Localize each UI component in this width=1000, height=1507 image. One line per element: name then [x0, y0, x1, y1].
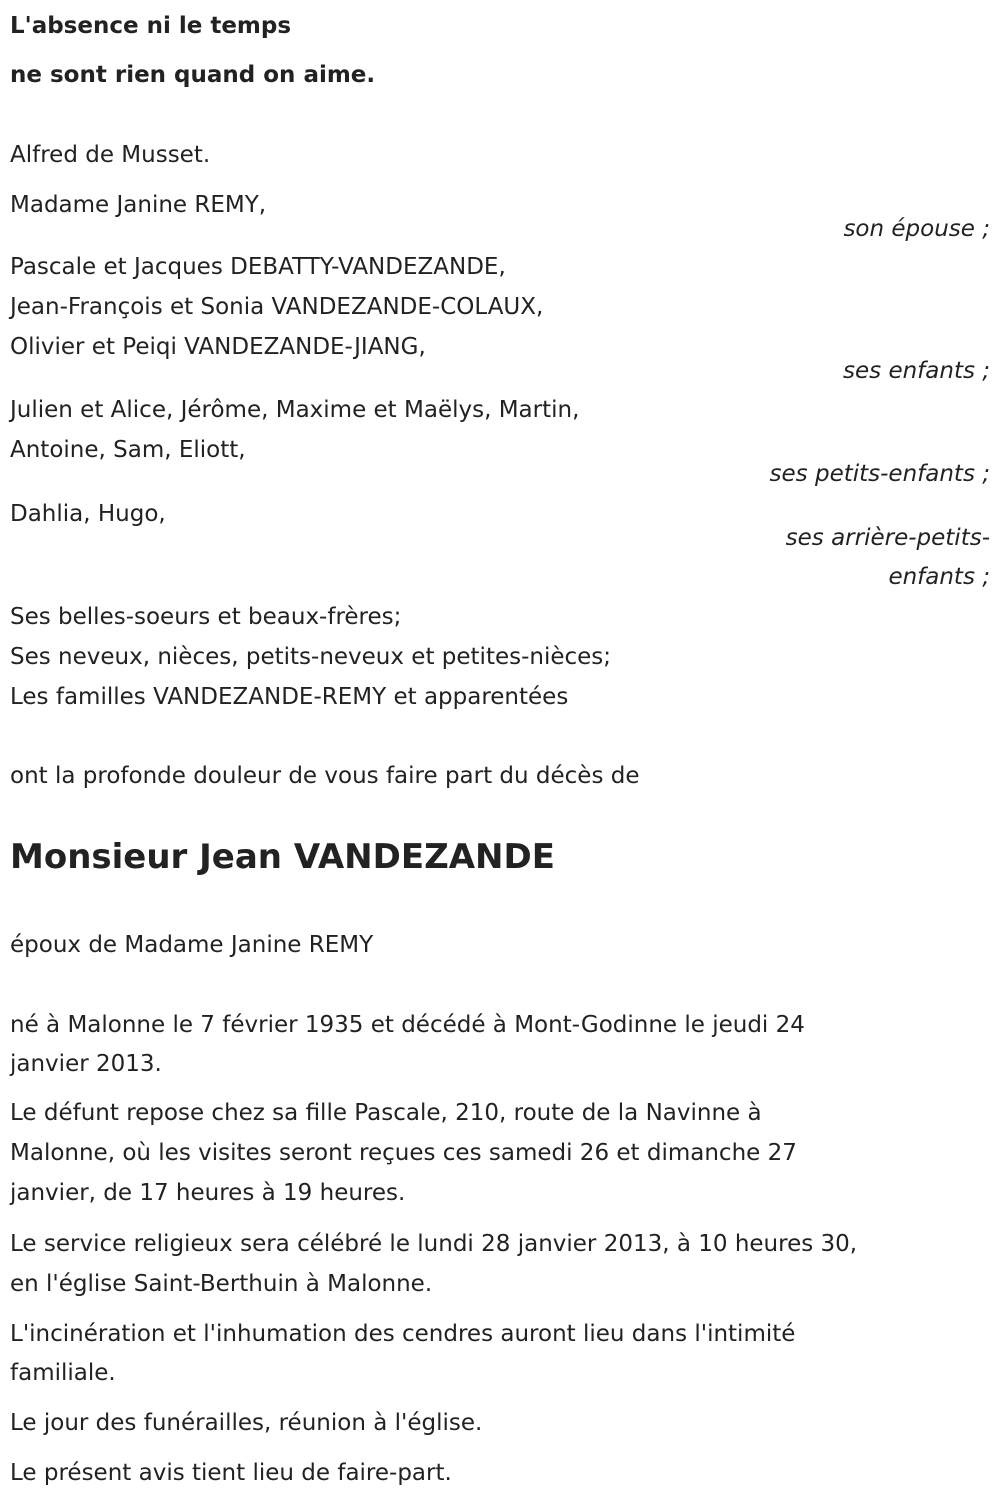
grandchildren-names: Antoine, Sam, Eliott,	[10, 437, 246, 463]
other-relatives: Les familles VANDEZANDE-REMY et apparentées	[10, 684, 569, 710]
visitation: janvier, de 17 heures à 19 heures.	[10, 1180, 406, 1206]
cremation: familiale.	[10, 1360, 116, 1386]
birth-death: janvier 2013.	[10, 1051, 162, 1077]
quote-author: Alfred de Musset.	[10, 142, 211, 168]
service: en l'église Saint-Berthuin à Malonne.	[10, 1271, 433, 1297]
cremation: L'incinération et l'inhumation des cendres auront lieu dans l'intimité	[10, 1321, 796, 1347]
great-grandchildren-role: enfants ;	[888, 564, 990, 590]
service: Le service religieux sera célébré le lundi 28 janvier 2013, à 10 heures 30,	[10, 1231, 858, 1257]
quote-line: ne sont rien quand on aime.	[10, 62, 376, 88]
grandchildren-names: Julien et Alice, Jérôme, Maxime et Maëlys, Martin,	[10, 397, 580, 423]
birth-death: né à Malonne le 7 février 1935 et décédé à Mont-Godinne le jeudi 24	[10, 1012, 805, 1038]
other-relatives: Ses neveux, nièces, petits-neveux et petites-nièces;	[10, 644, 612, 670]
funeral-meeting: Le jour des funérailles, réunion à l'église.	[10, 1410, 483, 1436]
child-name: Jean-François et Sonia VANDEZANDE-COLAUX,	[10, 294, 544, 320]
great-grandchildren-names: Dahlia, Hugo,	[10, 501, 166, 527]
spouse-role: son épouse ;	[843, 216, 990, 242]
visitation: Le défunt repose chez sa fille Pascale, 210, route de la Navinne à	[10, 1100, 762, 1126]
announcement: ont la profonde douleur de vous faire part du décès de	[10, 763, 640, 789]
great-grandchildren-role: ses arrière-petits-	[785, 525, 990, 551]
children-role: ses enfants ;	[843, 358, 990, 384]
notice-statement: Le présent avis tient lieu de faire-part.	[10, 1460, 452, 1486]
deceased-name: Monsieur Jean VANDEZANDE	[10, 837, 555, 877]
spouse-name: Madame Janine REMY,	[10, 192, 267, 218]
child-name: Pascale et Jacques DEBATTY-VANDEZANDE,	[10, 254, 506, 280]
visitation: Malonne, où les visites seront reçues ces samedi 26 et dimanche 27	[10, 1140, 797, 1166]
other-relatives: Ses belles-soeurs et beaux-frères;	[10, 604, 402, 630]
deceased-spouse: époux de Madame Janine REMY	[10, 932, 374, 958]
quote-line: L'absence ni le temps	[10, 13, 292, 39]
grandchildren-role: ses petits-enfants ;	[769, 461, 990, 487]
child-name: Olivier et Peiqi VANDEZANDE-JIANG,	[10, 334, 426, 360]
